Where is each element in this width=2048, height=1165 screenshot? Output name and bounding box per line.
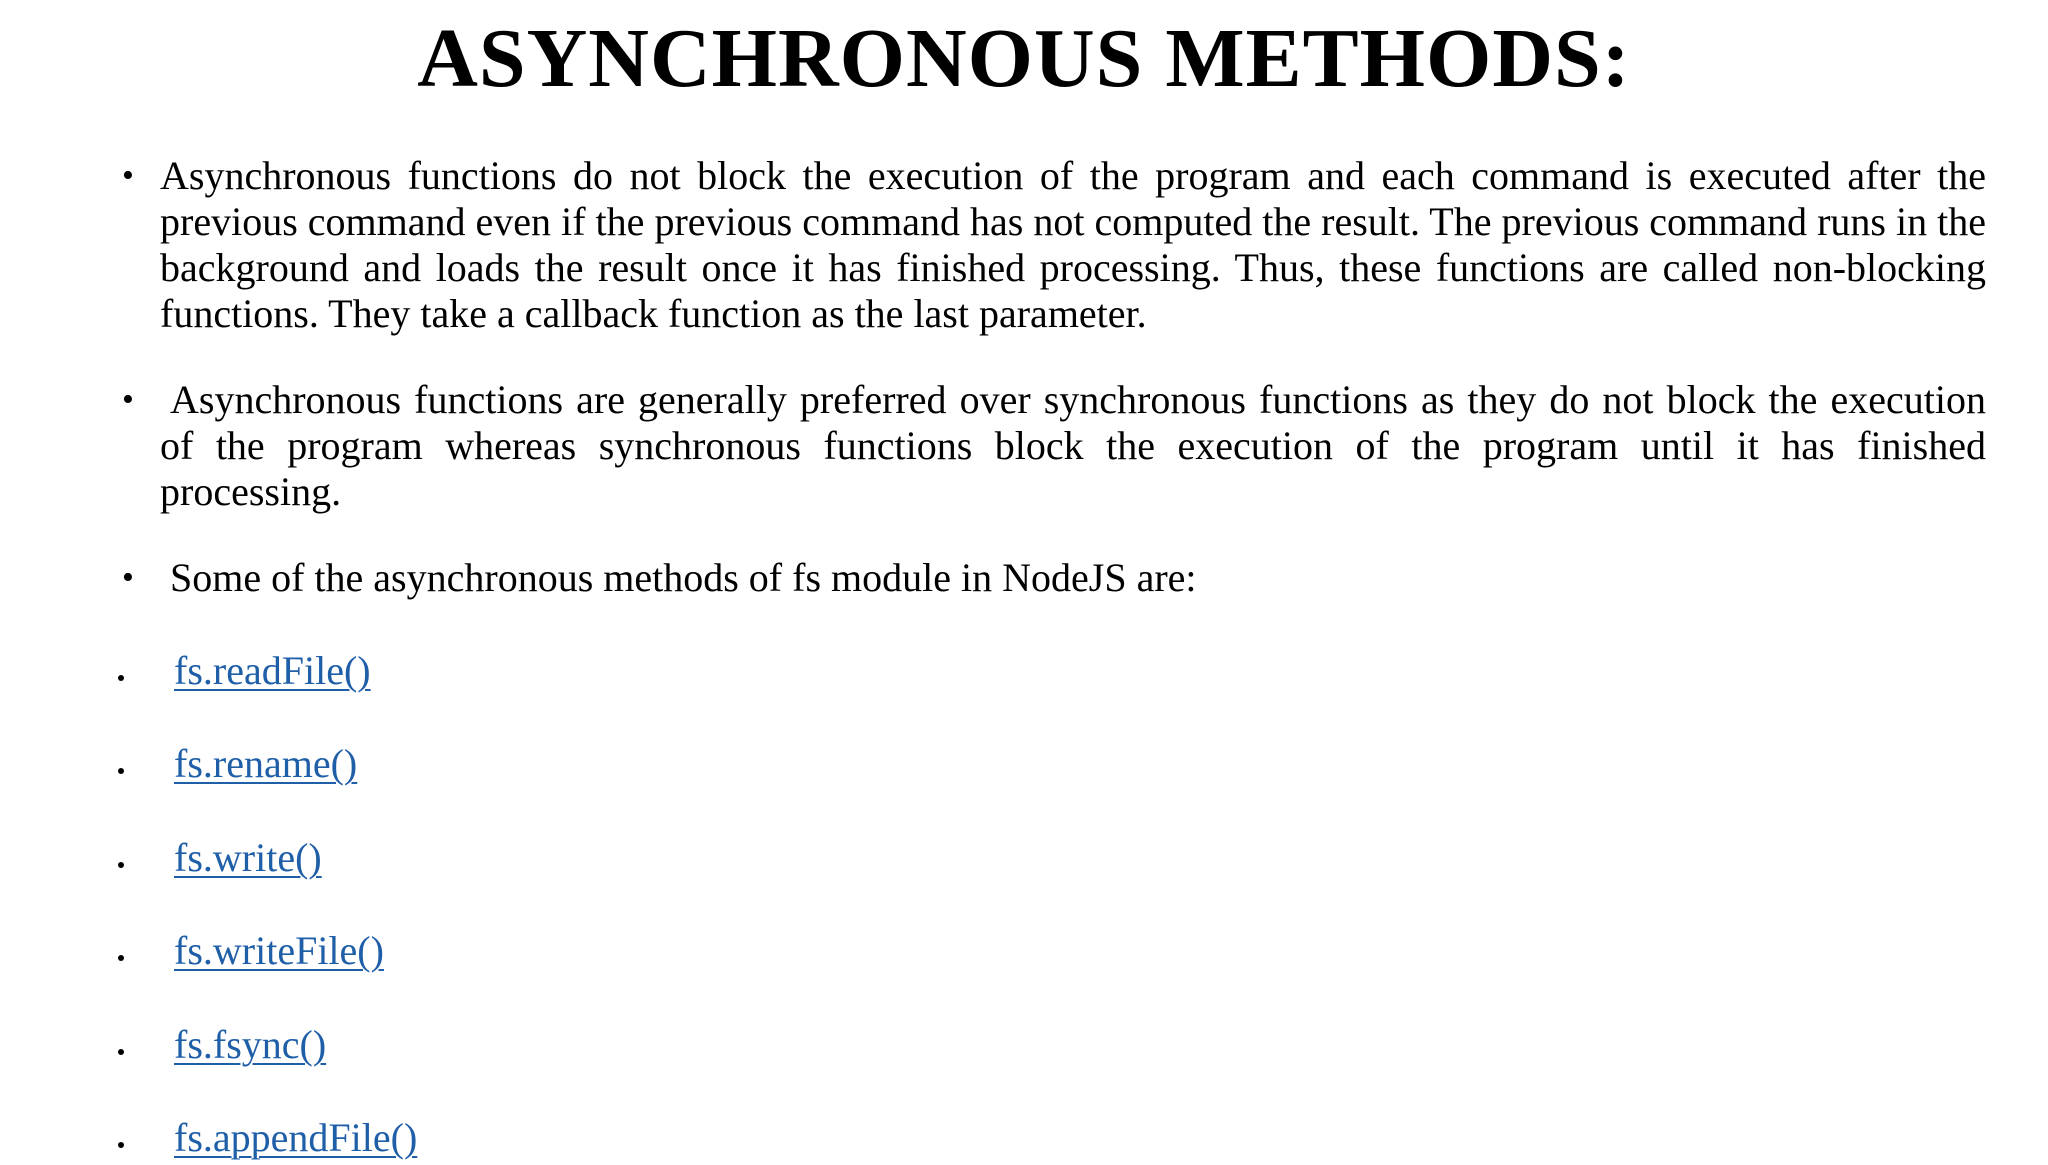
small-bullet-icon [118,955,124,961]
method-link-fsync[interactable]: fs.fsync() [174,1022,327,1067]
small-bullet-icon [118,768,124,774]
small-bullet-icon [118,1142,124,1148]
method-list-item [118,924,384,978]
paragraph-async-preferred [160,377,1986,515]
paragraph-methods-intro [160,555,1986,601]
bullet-icon: • [122,559,134,596]
method-link-appendfile[interactable]: fs.appendFile() [174,1115,418,1160]
bullet-icon: • [122,381,134,418]
paragraph-text: Asynchronous functions are generally preferred over synchronous functions as they do not block the execution of the program whereas synchronous functions block the execution of the program until it has finished processing. [160,377,1986,514]
small-bullet-icon [118,862,124,868]
method-list-item [118,737,357,791]
method-link-write[interactable]: fs.write() [174,835,322,880]
method-list-item [118,644,371,698]
small-bullet-icon [118,1049,124,1055]
paragraph-async-definition: Asynchronous functions do not block the execution of the program and each command is executed after the previous command even if the previous command has not computed the result. The previous command runs in the background and loads the result once it has finished processing. Thus, these functions are called non-blocking functions. They take a callback function as the last parameter. [160,153,1986,336]
method-list-item [118,1111,417,1165]
method-link-writefile[interactable]: fs.writeFile() [174,928,384,973]
slide-title: ASYNCHRONOUS METHODS: [417,12,1631,105]
method-link-rename[interactable]: fs.rename() [174,741,358,786]
bullet-icon: • [122,157,134,194]
paragraph-text: Some of the asynchronous methods of fs module in NodeJS are: [170,555,1197,600]
method-link-readfile[interactable]: fs.readFile() [174,648,371,693]
small-bullet-icon [118,675,124,681]
method-list-item [118,1018,326,1072]
method-list-item [118,831,322,885]
